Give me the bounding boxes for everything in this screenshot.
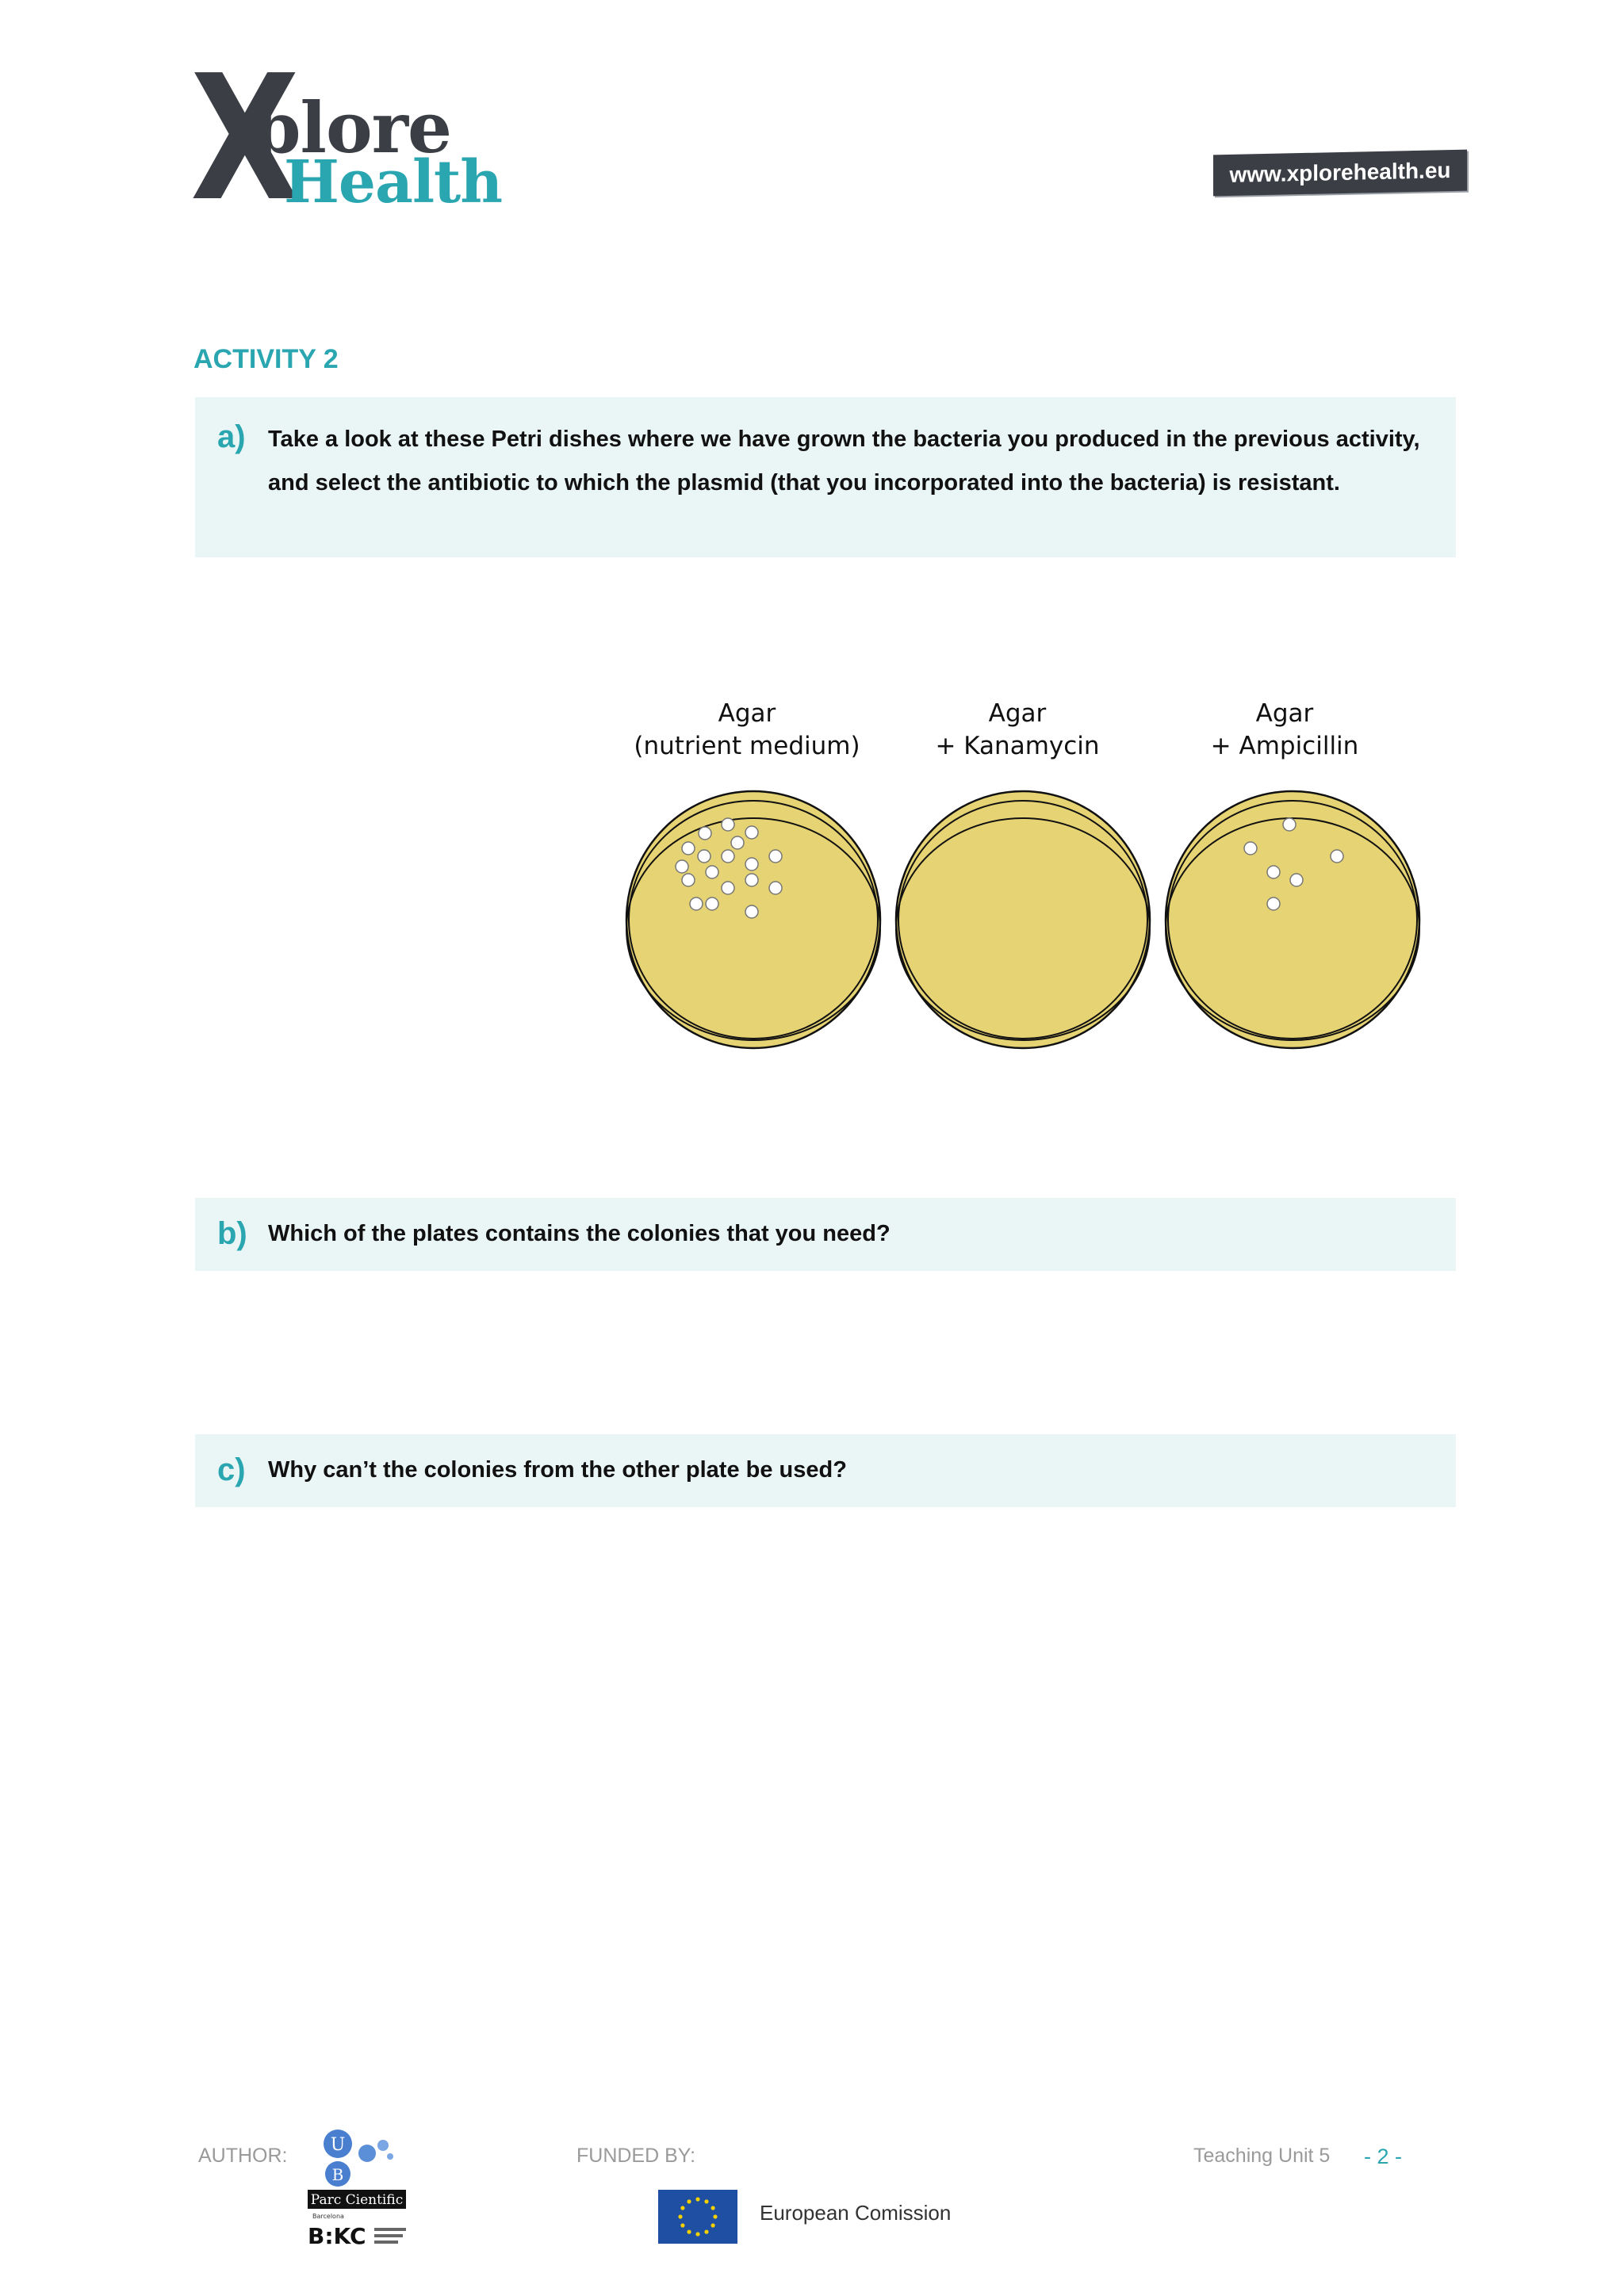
bacterial-colony bbox=[731, 836, 744, 849]
eu-star bbox=[704, 2199, 708, 2203]
bacterial-colony bbox=[722, 850, 734, 863]
eu-flag-icon bbox=[658, 2190, 737, 2244]
logo-x: X bbox=[190, 39, 300, 239]
logo-health: Health bbox=[284, 148, 503, 216]
bacterial-colony bbox=[769, 882, 782, 894]
eu-star bbox=[695, 2197, 699, 2201]
bacterial-colony bbox=[745, 826, 758, 839]
website-badge[interactable]: www.xplorehealth.eu bbox=[1213, 150, 1467, 197]
eu-star bbox=[713, 2214, 717, 2218]
bacterial-colony bbox=[706, 897, 718, 910]
petri-dishes-figure bbox=[619, 773, 1435, 1082]
bacterial-colony bbox=[722, 882, 734, 894]
bacterial-colony bbox=[690, 897, 703, 910]
logo-b-letter: B bbox=[331, 2165, 344, 2184]
bacterial-colony bbox=[682, 874, 695, 886]
plate-1-label-line1: Agar bbox=[718, 699, 776, 728]
bacterial-colony bbox=[1283, 818, 1296, 831]
question-c-box bbox=[195, 1434, 1456, 1507]
eu-star bbox=[680, 2223, 684, 2227]
page-number: - 2 - bbox=[1364, 2145, 1403, 2168]
eu-star bbox=[687, 2199, 691, 2203]
funded-by-label: FUNDED BY: bbox=[576, 2145, 696, 2167]
eu-star bbox=[687, 2230, 691, 2234]
author-label: AUTHOR: bbox=[198, 2145, 288, 2167]
bacterial-colony bbox=[699, 827, 711, 840]
question-c-text: Why can’t the colonies from the other plate be used? bbox=[268, 1457, 847, 1483]
plate-3-label bbox=[1150, 698, 1419, 763]
eu-star bbox=[695, 2232, 699, 2236]
activity-title: ACTIVITY 2 bbox=[193, 344, 339, 374]
bacterial-colony bbox=[745, 905, 758, 918]
xplore-health-logo bbox=[190, 39, 503, 239]
eu-star bbox=[678, 2214, 682, 2218]
question-b-text: Which of the plates contains the colonies that you need? bbox=[268, 1221, 891, 1246]
bacterial-colony bbox=[706, 866, 718, 878]
question-c-letter: c) bbox=[217, 1452, 246, 1487]
bacterial-colony bbox=[1290, 874, 1303, 886]
bacterial-colony bbox=[676, 860, 688, 873]
petri-dish-kanamycin bbox=[896, 791, 1150, 1048]
logo-u-letter: U bbox=[330, 2135, 346, 2155]
funder-name: European Comission bbox=[760, 2201, 952, 2225]
plate-3-label-line1: Agar bbox=[1255, 699, 1314, 728]
eu-star bbox=[711, 2206, 715, 2210]
plate-2-label-line1: Agar bbox=[988, 699, 1047, 728]
bacterial-colony bbox=[722, 818, 734, 831]
plate-1-label bbox=[612, 698, 882, 763]
plate-1-label-line2: (nutrient medium) bbox=[634, 732, 860, 760]
plate-2-label-line2: + Kanamycin bbox=[935, 732, 1100, 760]
eu-star bbox=[680, 2206, 684, 2210]
bacterial-colony bbox=[1267, 866, 1280, 878]
question-a-box bbox=[195, 397, 1456, 557]
logo-parc-text: Parc Cientific bbox=[310, 2192, 404, 2208]
logo-bkc-text: B:KC bbox=[308, 2223, 366, 2249]
plate-3-label-line2: + Ampicillin bbox=[1210, 732, 1359, 760]
bacterial-colony bbox=[745, 874, 758, 886]
logo-plore: plore bbox=[252, 86, 452, 169]
bacterial-colony bbox=[698, 850, 710, 863]
eu-star bbox=[704, 2230, 708, 2234]
question-b-letter: b) bbox=[217, 1216, 247, 1251]
parc-cientific-logo bbox=[308, 2125, 419, 2260]
bacterial-colony bbox=[1244, 842, 1257, 855]
petri-dish-ampicillin bbox=[1166, 791, 1419, 1048]
bacterial-colony bbox=[769, 850, 782, 863]
bacterial-colony bbox=[682, 842, 695, 855]
bacterial-colony bbox=[745, 858, 758, 871]
plate-2-label bbox=[883, 698, 1152, 763]
logo-barcelona-text: Barcelona bbox=[312, 2213, 344, 2220]
bacterial-colony bbox=[1331, 850, 1343, 863]
bacterial-colony bbox=[1267, 897, 1280, 910]
eu-star bbox=[711, 2223, 715, 2227]
question-a-text: Take a look at these Petri dishes where we have grown the bacteria you produced in the previous activity, and select the antibiotic to which the plasmid (that you incorporated into the bacteria) is resistant. bbox=[268, 427, 1420, 496]
petri-dish-nutrient bbox=[626, 791, 880, 1048]
question-a-letter: a) bbox=[217, 419, 246, 454]
question-b-box bbox=[195, 1198, 1456, 1271]
teaching-unit: Teaching Unit 5 bbox=[1193, 2145, 1331, 2167]
